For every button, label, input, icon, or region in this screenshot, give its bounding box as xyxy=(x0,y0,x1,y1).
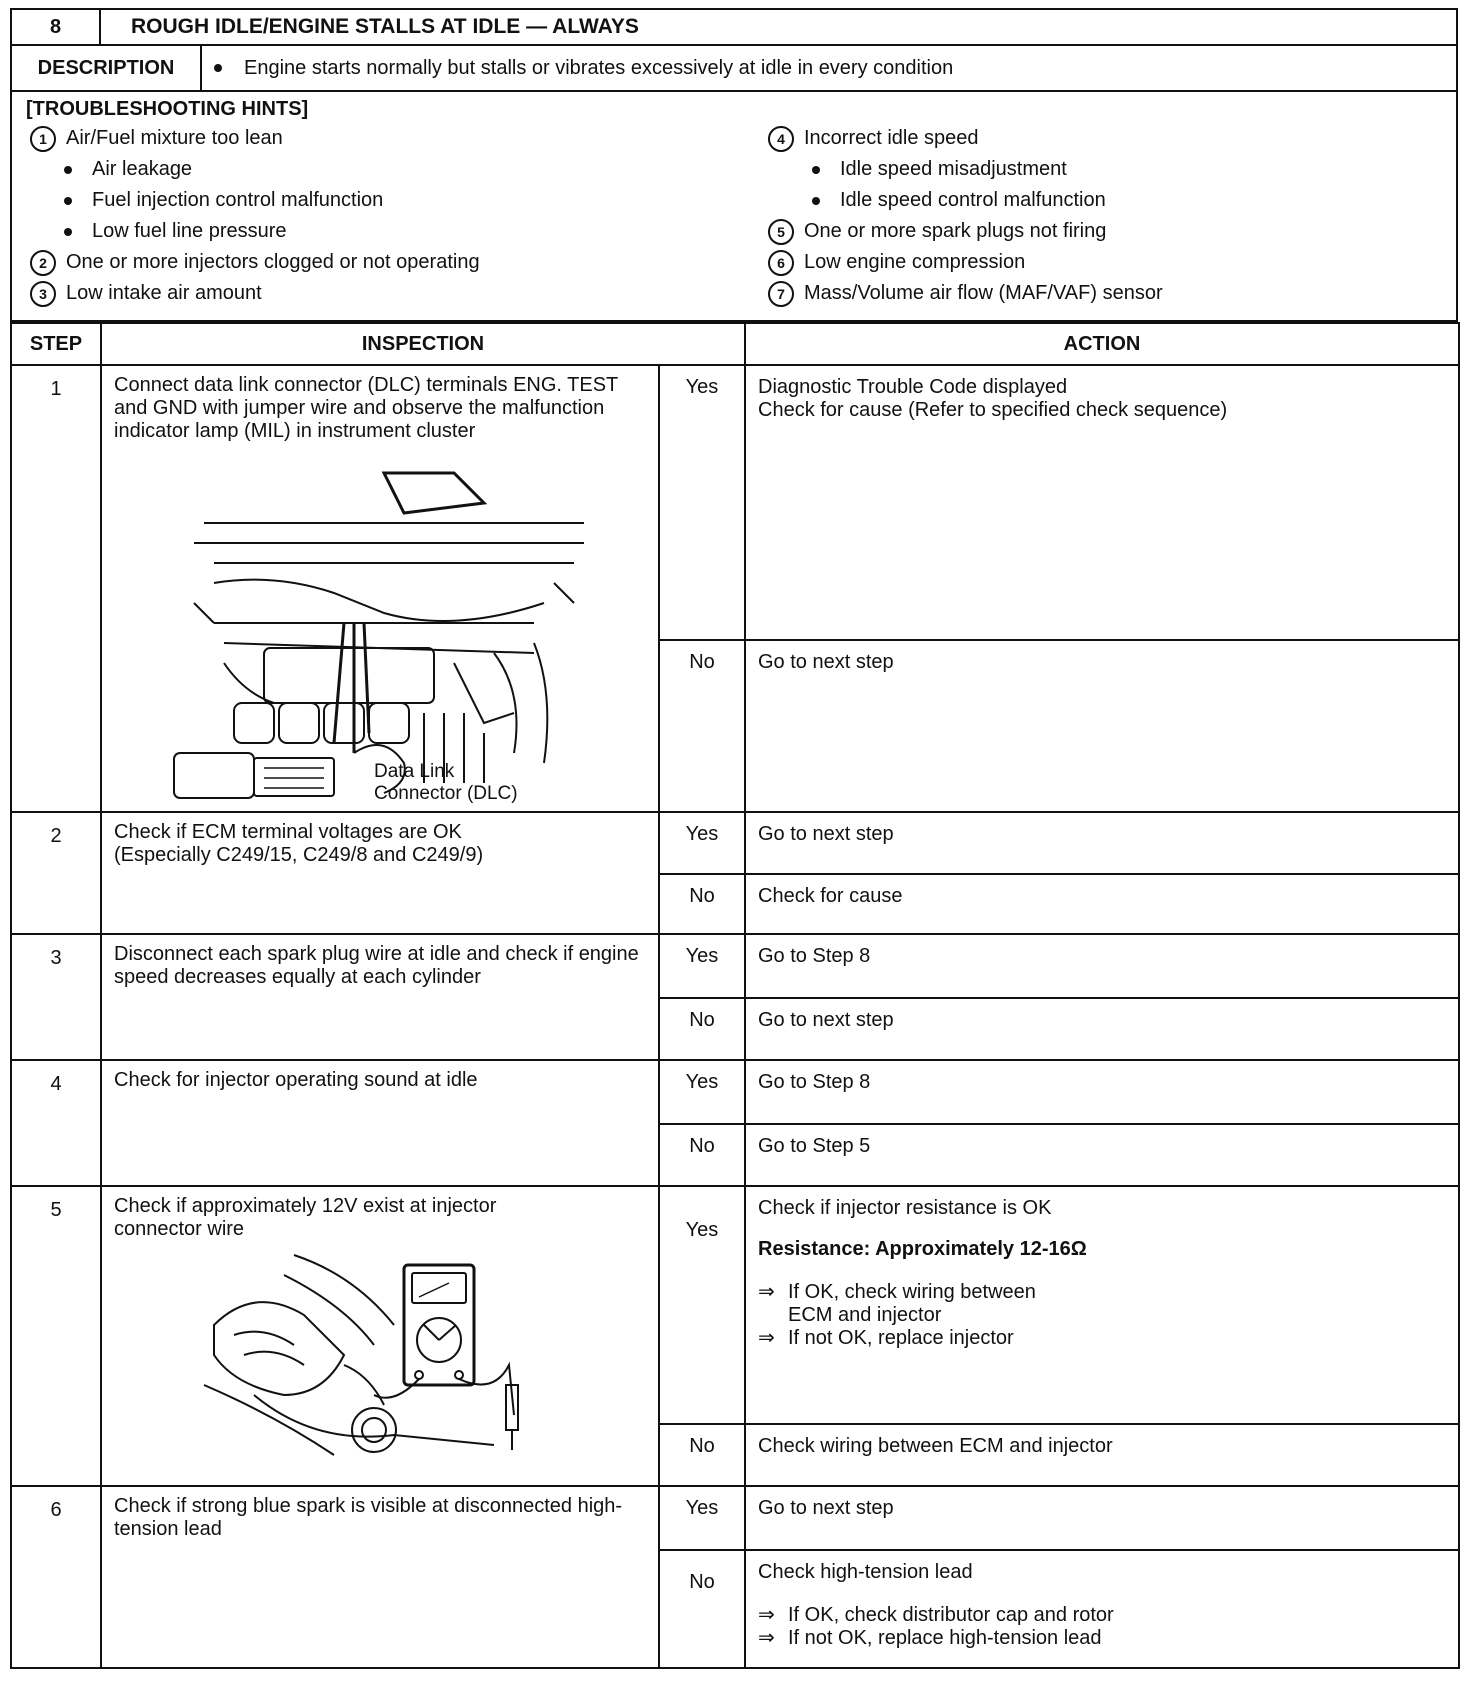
action-text: If OK, check distributor cap and rotor xyxy=(788,1604,1114,1626)
bullet-icon xyxy=(812,197,820,205)
hint-subitem xyxy=(30,216,480,247)
hint-item xyxy=(768,278,1163,309)
circled-number-icon: 2 xyxy=(30,250,56,276)
inspection-cell xyxy=(101,365,659,812)
hint-item xyxy=(30,247,480,278)
circled-number-icon: 1 xyxy=(30,126,56,152)
no-action-cell: Check for cause xyxy=(745,874,1459,934)
action-text: Check high-tension lead xyxy=(758,1561,973,1583)
hint-text: Idle speed control malfunction xyxy=(840,189,1106,211)
action-text xyxy=(758,1627,1446,1650)
table-row xyxy=(11,365,1459,640)
troubleshooting-page xyxy=(10,8,1458,1694)
yes-action-cell: Go to Step 8 xyxy=(745,934,1459,998)
inspection-cell: Check if strong blue spark is visible at disconnected high-tension lead xyxy=(101,1486,659,1668)
arrow-right-icon: ⇒ xyxy=(758,1604,775,1626)
yes-label: Yes xyxy=(659,1486,745,1550)
circled-number-icon: 7 xyxy=(768,281,794,307)
hint-item xyxy=(30,278,480,309)
hint-subitem xyxy=(768,154,1163,185)
yes-label: Yes xyxy=(659,365,745,640)
circled-number-icon: 4 xyxy=(768,126,794,152)
inspection-cell: Check for injector operating sound at idle xyxy=(101,1060,659,1186)
arrow-right-icon: ⇒ xyxy=(758,1327,775,1349)
hints-right-column xyxy=(768,123,1163,309)
yes-action-cell xyxy=(745,1186,1459,1424)
no-action-cell: Go to next step xyxy=(745,998,1459,1060)
yes-action-cell: Go to next step xyxy=(745,812,1459,874)
step-number: 6 xyxy=(11,1486,101,1668)
step-number: 1 xyxy=(11,365,101,812)
hint-text: One or more spark plugs not firing xyxy=(804,220,1107,242)
section-title: ROUGH IDLE/ENGINE STALLS AT IDLE — ALWAYS xyxy=(131,15,639,38)
action-text: Check for cause (Refer to specified check sequence) xyxy=(758,399,1228,421)
hint-text: One or more injectors clogged or not operating xyxy=(66,251,480,273)
hint-text: Air/Fuel mixture too lean xyxy=(66,127,283,149)
yes-label: Yes xyxy=(659,812,745,874)
action-header: ACTION xyxy=(745,323,1459,365)
hint-item xyxy=(30,123,480,154)
arrow-right-icon: ⇒ xyxy=(758,1281,775,1303)
table-row xyxy=(11,1186,1459,1424)
no-label: No xyxy=(659,1124,745,1186)
hint-item xyxy=(768,123,1163,154)
bullet-icon xyxy=(64,197,72,205)
inspection-header: INSPECTION xyxy=(101,323,745,365)
action-text: ECM and injector xyxy=(788,1304,942,1326)
hint-text: Low engine compression xyxy=(804,251,1026,273)
action-text xyxy=(758,1327,1446,1350)
hint-subitem xyxy=(30,154,480,185)
hint-text: Incorrect idle speed xyxy=(804,127,979,149)
no-label: No xyxy=(659,640,745,812)
action-text: If OK, check wiring between xyxy=(788,1281,1036,1303)
no-action-cell: Go to next step xyxy=(745,640,1459,812)
yes-action-cell xyxy=(745,365,1459,640)
no-action-cell xyxy=(745,1550,1459,1668)
yes-label: Yes xyxy=(659,1060,745,1124)
voltmeter-injector-illustration xyxy=(194,1245,554,1465)
inspection-cell xyxy=(101,812,659,934)
troubleshooting-hints xyxy=(10,92,1458,322)
action-text xyxy=(758,1281,1446,1304)
action-text: If not OK, replace high-tension lead xyxy=(788,1627,1102,1649)
resistance-spec: Resistance: Approximately 12-16Ω xyxy=(758,1238,1087,1260)
yes-action-cell: Go to Step 8 xyxy=(745,1060,1459,1124)
inspection-table xyxy=(10,322,1460,1669)
description-text xyxy=(202,46,953,90)
step-number: 2 xyxy=(11,812,101,934)
hint-text: Idle speed misadjustment xyxy=(840,158,1067,180)
inspection-text: (Especially C249/15, C249/8 and C249/9) xyxy=(114,844,484,866)
inspection-cell xyxy=(101,1186,659,1486)
table-row xyxy=(11,1486,1459,1550)
step-header: STEP xyxy=(11,323,101,365)
hints-title: [TROUBLESHOOTING HINTS] xyxy=(26,98,309,120)
inspection-cell: Disconnect each spark plug wire at idle and check if engine speed decreases equally at each cylinder xyxy=(101,934,659,1060)
no-action-cell: Check wiring between ECM and injector xyxy=(745,1424,1459,1486)
table-header-row xyxy=(11,323,1459,365)
hint-text: Low intake air amount xyxy=(66,282,262,304)
step-number: 5 xyxy=(11,1186,101,1486)
bullet-icon xyxy=(214,64,222,72)
action-text: Diagnostic Trouble Code displayed xyxy=(758,376,1068,398)
bullet-icon xyxy=(812,166,820,174)
action-text: If not OK, replace injector xyxy=(788,1327,1014,1349)
no-label: No xyxy=(659,1424,745,1486)
description-row xyxy=(10,46,1458,92)
table-row xyxy=(11,934,1459,998)
inspection-text: Connect data link connector (DLC) terminals ENG. TEST and GND with jumper wire and observe the malfunction indicator lamp (MIL) in instrument cluster xyxy=(114,374,618,442)
yes-label: Yes xyxy=(659,1186,745,1424)
no-label: No xyxy=(659,998,745,1060)
hint-text: Mass/Volume air flow (MAF/VAF) sensor xyxy=(804,282,1163,304)
description-value: Engine starts normally but stalls or vibrates excessively at idle in every condition xyxy=(244,56,954,79)
hint-subitem xyxy=(768,185,1163,216)
circled-number-icon: 3 xyxy=(30,281,56,307)
inspection-text: Check if approximately 12V exist at injector connector wire xyxy=(114,1195,497,1240)
hint-subitem xyxy=(30,185,480,216)
step-number: 3 xyxy=(11,934,101,1060)
section-number: 8 xyxy=(12,10,101,44)
yes-label: Yes xyxy=(659,934,745,998)
table-row xyxy=(11,812,1459,874)
bullet-icon xyxy=(64,166,72,174)
hint-text: Fuel injection control malfunction xyxy=(92,189,384,211)
table-row xyxy=(11,1060,1459,1124)
inspection-text: Check if ECM terminal voltages are OK xyxy=(114,821,462,843)
arrow-right-icon: ⇒ xyxy=(758,1627,775,1649)
no-label: No xyxy=(659,1550,745,1668)
hint-text: Low fuel line pressure xyxy=(92,220,287,242)
action-text: Check if injector resistance is OK xyxy=(758,1197,1052,1219)
yes-action-cell: Go to next step xyxy=(745,1486,1459,1550)
circled-number-icon: 5 xyxy=(768,219,794,245)
hint-item xyxy=(768,247,1163,278)
no-label: No xyxy=(659,874,745,934)
action-text xyxy=(758,1604,1446,1627)
no-action-cell: Go to Step 5 xyxy=(745,1124,1459,1186)
section-header xyxy=(10,8,1458,46)
step-number: 4 xyxy=(11,1060,101,1186)
bullet-icon xyxy=(64,228,72,236)
hints-left-column xyxy=(30,123,480,309)
dlc-label-line-2: Connector (DLC) xyxy=(374,783,518,803)
dlc-label-line-1: Data Link xyxy=(374,761,455,782)
hint-item xyxy=(768,216,1163,247)
dlc-engine-illustration xyxy=(154,463,584,803)
circled-number-icon: 6 xyxy=(768,250,794,276)
description-label: DESCRIPTION xyxy=(12,46,202,90)
hint-text: Air leakage xyxy=(92,158,193,180)
